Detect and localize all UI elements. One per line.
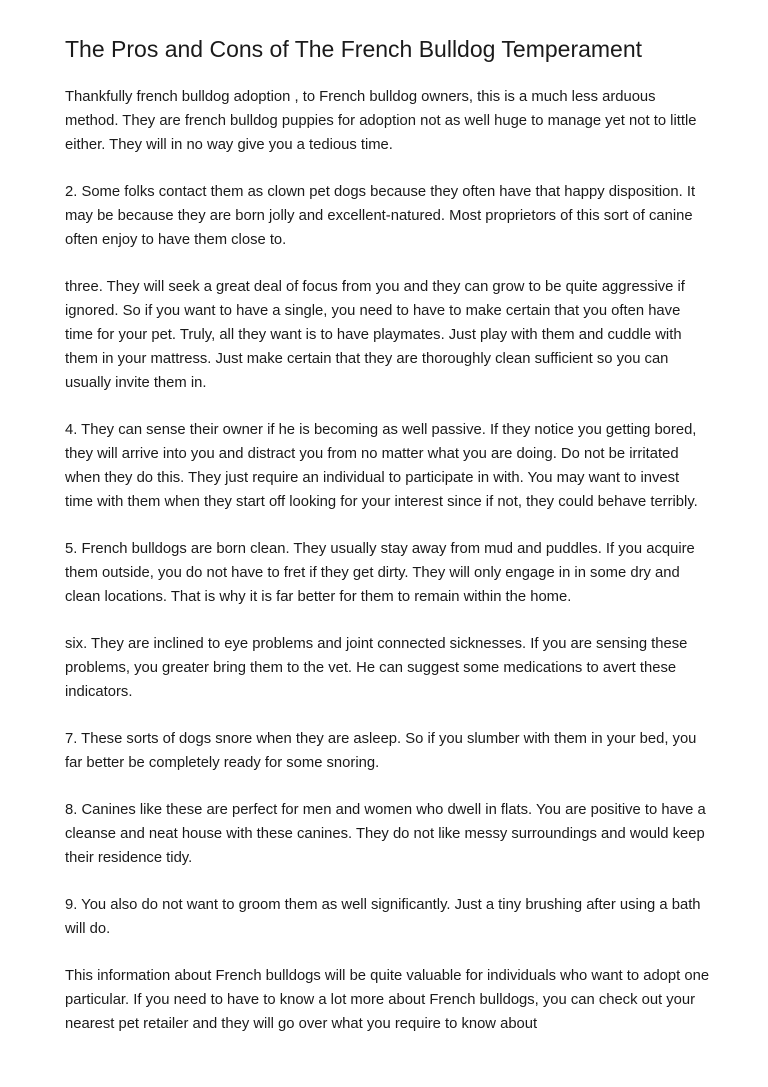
paragraph-10: This information about French bulldogs will be quite valuable for individuals who want to adopt one particular. If you need to have to know a lot more about French bulldogs, you can check out your nearest pet retailer and they will go over what you require to know about (65, 968, 710, 1032)
paragraph-6: six. They are inclined to eye problems and joint connected sicknesses. If you are sensing these problems, you greater bring them to the vet. He can suggest some medications to avert these indicators. (65, 636, 688, 700)
paragraph-9: 9. You also do not want to groom them as well significantly. Just a tiny brushing after using a bath will do. (65, 897, 701, 937)
paragraph-7: 7. These sorts of dogs snore when they are asleep. So if you slumber with them in your bed, you far better be completely ready for some snoring. (65, 731, 697, 771)
paragraph-2: 2. Some folks contact them as clown pet dogs because they often have that happy disposition. It may be because they are born jolly and excellent-natured. Most proprietors of this sort of canine often enjoy to have them close to. (65, 184, 696, 248)
paragraph-3: three. They will seek a great deal of focus from you and they can grow to be quite aggressive if ignored. So if you want to have a single, you need to have to make certain that you often have time for your pet. Truly, all they want is to have playmates. Just play with them and cuddle with them in your mattress. Just make certain that they are thoroughly clean sufficient so you can usually invite them in. (65, 279, 685, 391)
paragraph-8: 8. Canines like these are perfect for men and women who dwell in flats. You are positive to have a cleanse and neat house with these canines. They do not like messy surroundings and would keep their residence tidy. (65, 802, 706, 866)
paragraph-5: 5. French bulldogs are born clean. They usually stay away from mud and puddles. If you acquire them outside, you do not have to fret if they get dirty. They will only engage in in some dry and clean locations. That is why it is far better for them to remain within the home. (65, 541, 695, 605)
paragraph-1: Thankfully french bulldog adoption , to French bulldog owners, this is a much less arduous method. They are french bulldog puppies for adoption not as well huge to manage yet not to little either. They will in no way give you a tedious time. (65, 89, 697, 153)
document-body (65, 85, 710, 1036)
paragraph-4: 4. They can sense their owner if he is becoming as well passive. If they notice you getting bored, they will arrive into you and distract you from no matter what you are doing. Do not be irritated when they do this. They just require an individual to participate in with. You may want to invest time with them when they start off looking for your interest since if not, they could behave terribly. (65, 422, 698, 510)
document-title: The Pros and Cons of The French Bulldog Temperament (65, 36, 643, 62)
